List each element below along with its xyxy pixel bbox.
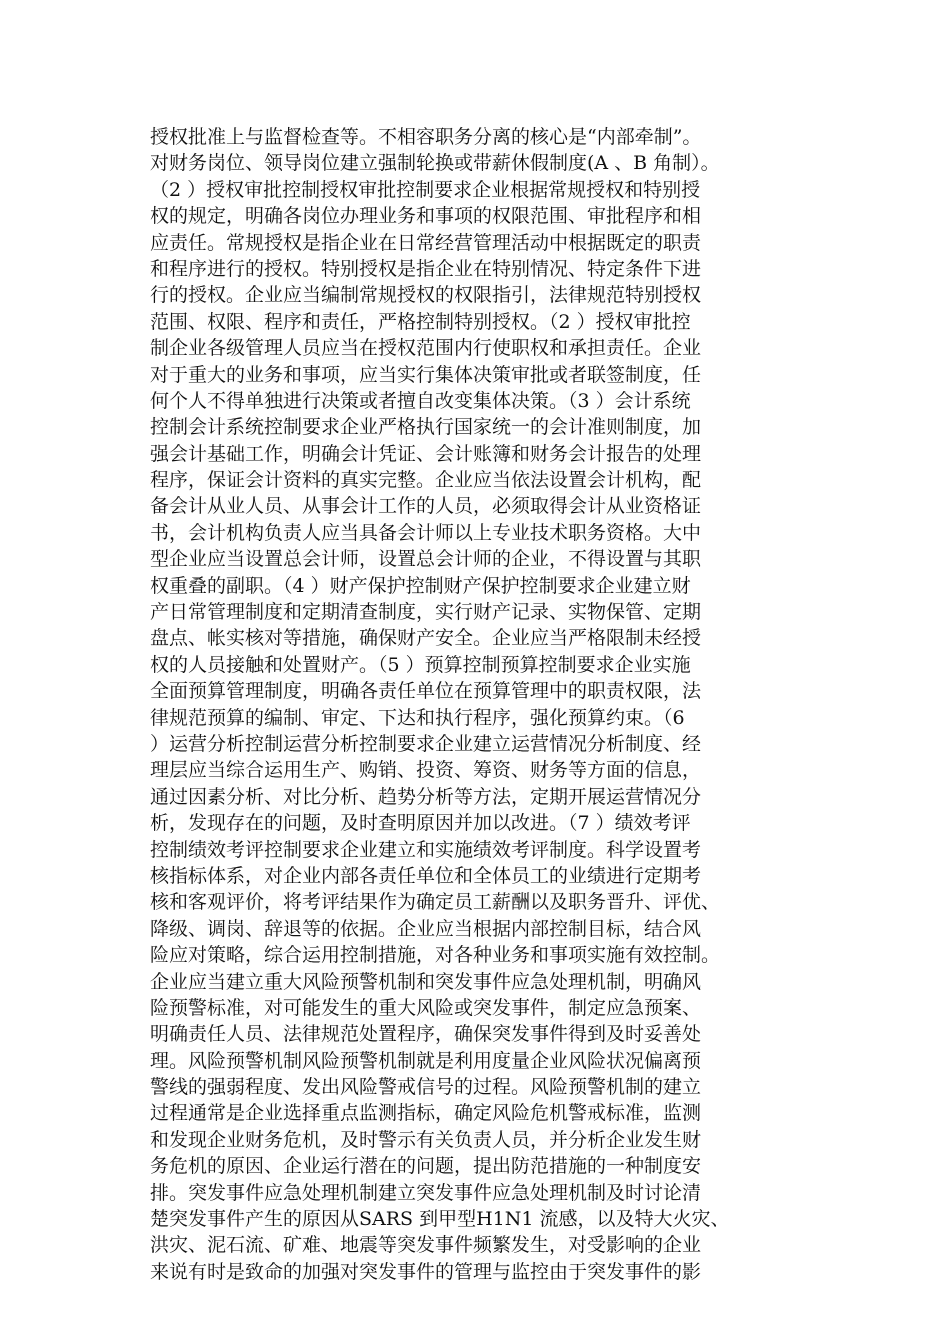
text-line: 来说有时是致命的加强对突发事件的管理与监控由于突发事件的影 — [150, 1260, 702, 1283]
text-line: 降级、调岗、辞退等的依据。企业应当根据内部控制目标，结合风 — [150, 917, 702, 940]
text-line: 制企业各级管理人员应当在授权范围内行使职权和承担责任。企业 — [150, 337, 702, 360]
text-line: 权的规定，明确各岗位办理业务和事项的权限范围、审批程序和相 — [150, 205, 702, 228]
text-line: 控制会计系统控制要求企业严格执行国家统一的会计准则制度，加 — [150, 416, 702, 439]
text-line: 明确责任人员、法律规范处置程序，确保突发事件得到及时妥善处 — [150, 1023, 702, 1046]
text-line: 企业应当建立重大风险预警机制和突发事件应急处理机制，明确风 — [150, 970, 702, 993]
text-line: 理。风险预警机制风险预警机制就是利用度量企业风险状况偏离预 — [150, 1049, 702, 1072]
text-line: 务危机的原因、企业运行潜在的问题，提出防范措施的一种制度安 — [150, 1155, 702, 1178]
text-line: 对于重大的业务和事项，应当实行集体决策审批或者联签制度，任 — [150, 363, 702, 386]
text-line: 权重叠的副职。（4 ）财产保护控制财产保护控制要求企业建立财 — [150, 574, 691, 597]
text-line: 险应对策略，综合运用控制措施，对各种业务和事项实施有效控制。 — [150, 944, 721, 967]
text-line: 全面预算管理制度，明确各责任单位在预算管理中的职责权限，法 — [150, 680, 702, 703]
text-line: 书，会计机构负责人应当具备会计师以上专业技术职务资格。大中 — [150, 521, 702, 544]
text-line: 核和客观评价，将考评结果作为确定员工薪酬以及职务晋升、评优、 — [150, 891, 721, 914]
text-line: 洪灾、泥石流、矿难、地震等突发事件频繁发生，对受影响的企业 — [150, 1234, 702, 1257]
text-line: 通过因素分析、对比分析、趋势分析等方法，定期开展运营情况分 — [150, 785, 702, 808]
text-line: 备会计从业人员、从事会计工作的人员，必须取得会计从业资格证 — [150, 495, 702, 518]
text-line: 应责任。常规授权是指企业在日常经营管理活动中根据既定的职责 — [150, 231, 702, 254]
text-line: 楚突发事件产生的原因从SARS 到甲型H1N1 流感，以及特大火灾、 — [150, 1208, 730, 1231]
text-line: 授权批准上与监督检查等。不相容职务分离的核心是“内部牵制”。 — [150, 126, 702, 148]
text-line: 理层应当综合运用生产、购销、投资、筹资、财务等方面的信息， — [150, 759, 702, 782]
text-line: 和程序进行的授权。特别授权是指企业在特别情况、特定条件下进 — [150, 257, 702, 280]
text-line: 律规范预算的编制、审定、下达和执行程序，强化预算约束。（6 — [150, 706, 685, 729]
text-line: 过程通常是企业选择重点监测指标，确定风险危机警戒标准，监测 — [150, 1102, 702, 1125]
text-line: 产日常管理制度和定期清查制度，实行财产记录、实物保管、定期 — [150, 601, 702, 624]
text-line: 排。突发事件应急处理机制建立突发事件应急处理机制及时讨论清 — [150, 1181, 702, 1204]
text-line: 和发现企业财务危机，及时警示有关负责人员，并分析企业发生财 — [150, 1128, 702, 1151]
body-text — [150, 124, 810, 1285]
text-line: 核指标体系，对企业内部各责任单位和全体员工的业绩进行定期考 — [150, 864, 702, 887]
text-line: 警线的强弱程度、发出风险警戒信号的过程。风险预警机制的建立 — [150, 1076, 702, 1099]
text-line: 程序，保证会计资料的真实完整。企业应当依法设置会计机构，配 — [150, 469, 702, 492]
text-line: ）运营分析控制运营分析控制要求企业建立运营情况分析制度、经 — [150, 732, 702, 755]
text-line: 何个人不得单独进行决策或者擅自改变集体决策。（3 ）会计系统 — [150, 389, 691, 412]
text-line: 对财务岗位、领导岗位建立强制轮换或带薪休假制度(A 、B 角制）。 — [150, 152, 720, 175]
text-line: 险预警标准，对可能发生的重大风险或突发事件，制定应急预案、 — [150, 996, 702, 1019]
text-line: 盘点、帐实核对等措施，确保财产安全。企业应当严格限制未经授 — [150, 627, 702, 650]
text-line: 行的授权。企业应当编制常规授权的权限指引，法律规范特别授权 — [150, 284, 702, 307]
text-line: 权的人员接触和处置财产。（5 ）预算控制预算控制要求企业实施 — [150, 653, 691, 676]
text-line: 析，发现存在的问题，及时查明原因并加以改进。（7 ）绩效考评 — [150, 812, 691, 835]
text-line: 控制绩效考评控制要求企业建立和实施绩效考评制度。科学设置考 — [150, 838, 702, 861]
text-line: （2 ）授权审批控制授权审批控制要求企业根据常规授权和特别授 — [150, 178, 701, 201]
text-line: 强会计基础工作，明确会计凭证、会计账簿和财务会计报告的处理 — [150, 442, 702, 465]
text-line: 型企业应当设置总会计师，设置总会计师的企业，不得设置与其职 — [150, 548, 702, 571]
text-line: 范围、权限、程序和责任，严格控制特别授权。（2 ）授权审批控 — [150, 310, 691, 333]
